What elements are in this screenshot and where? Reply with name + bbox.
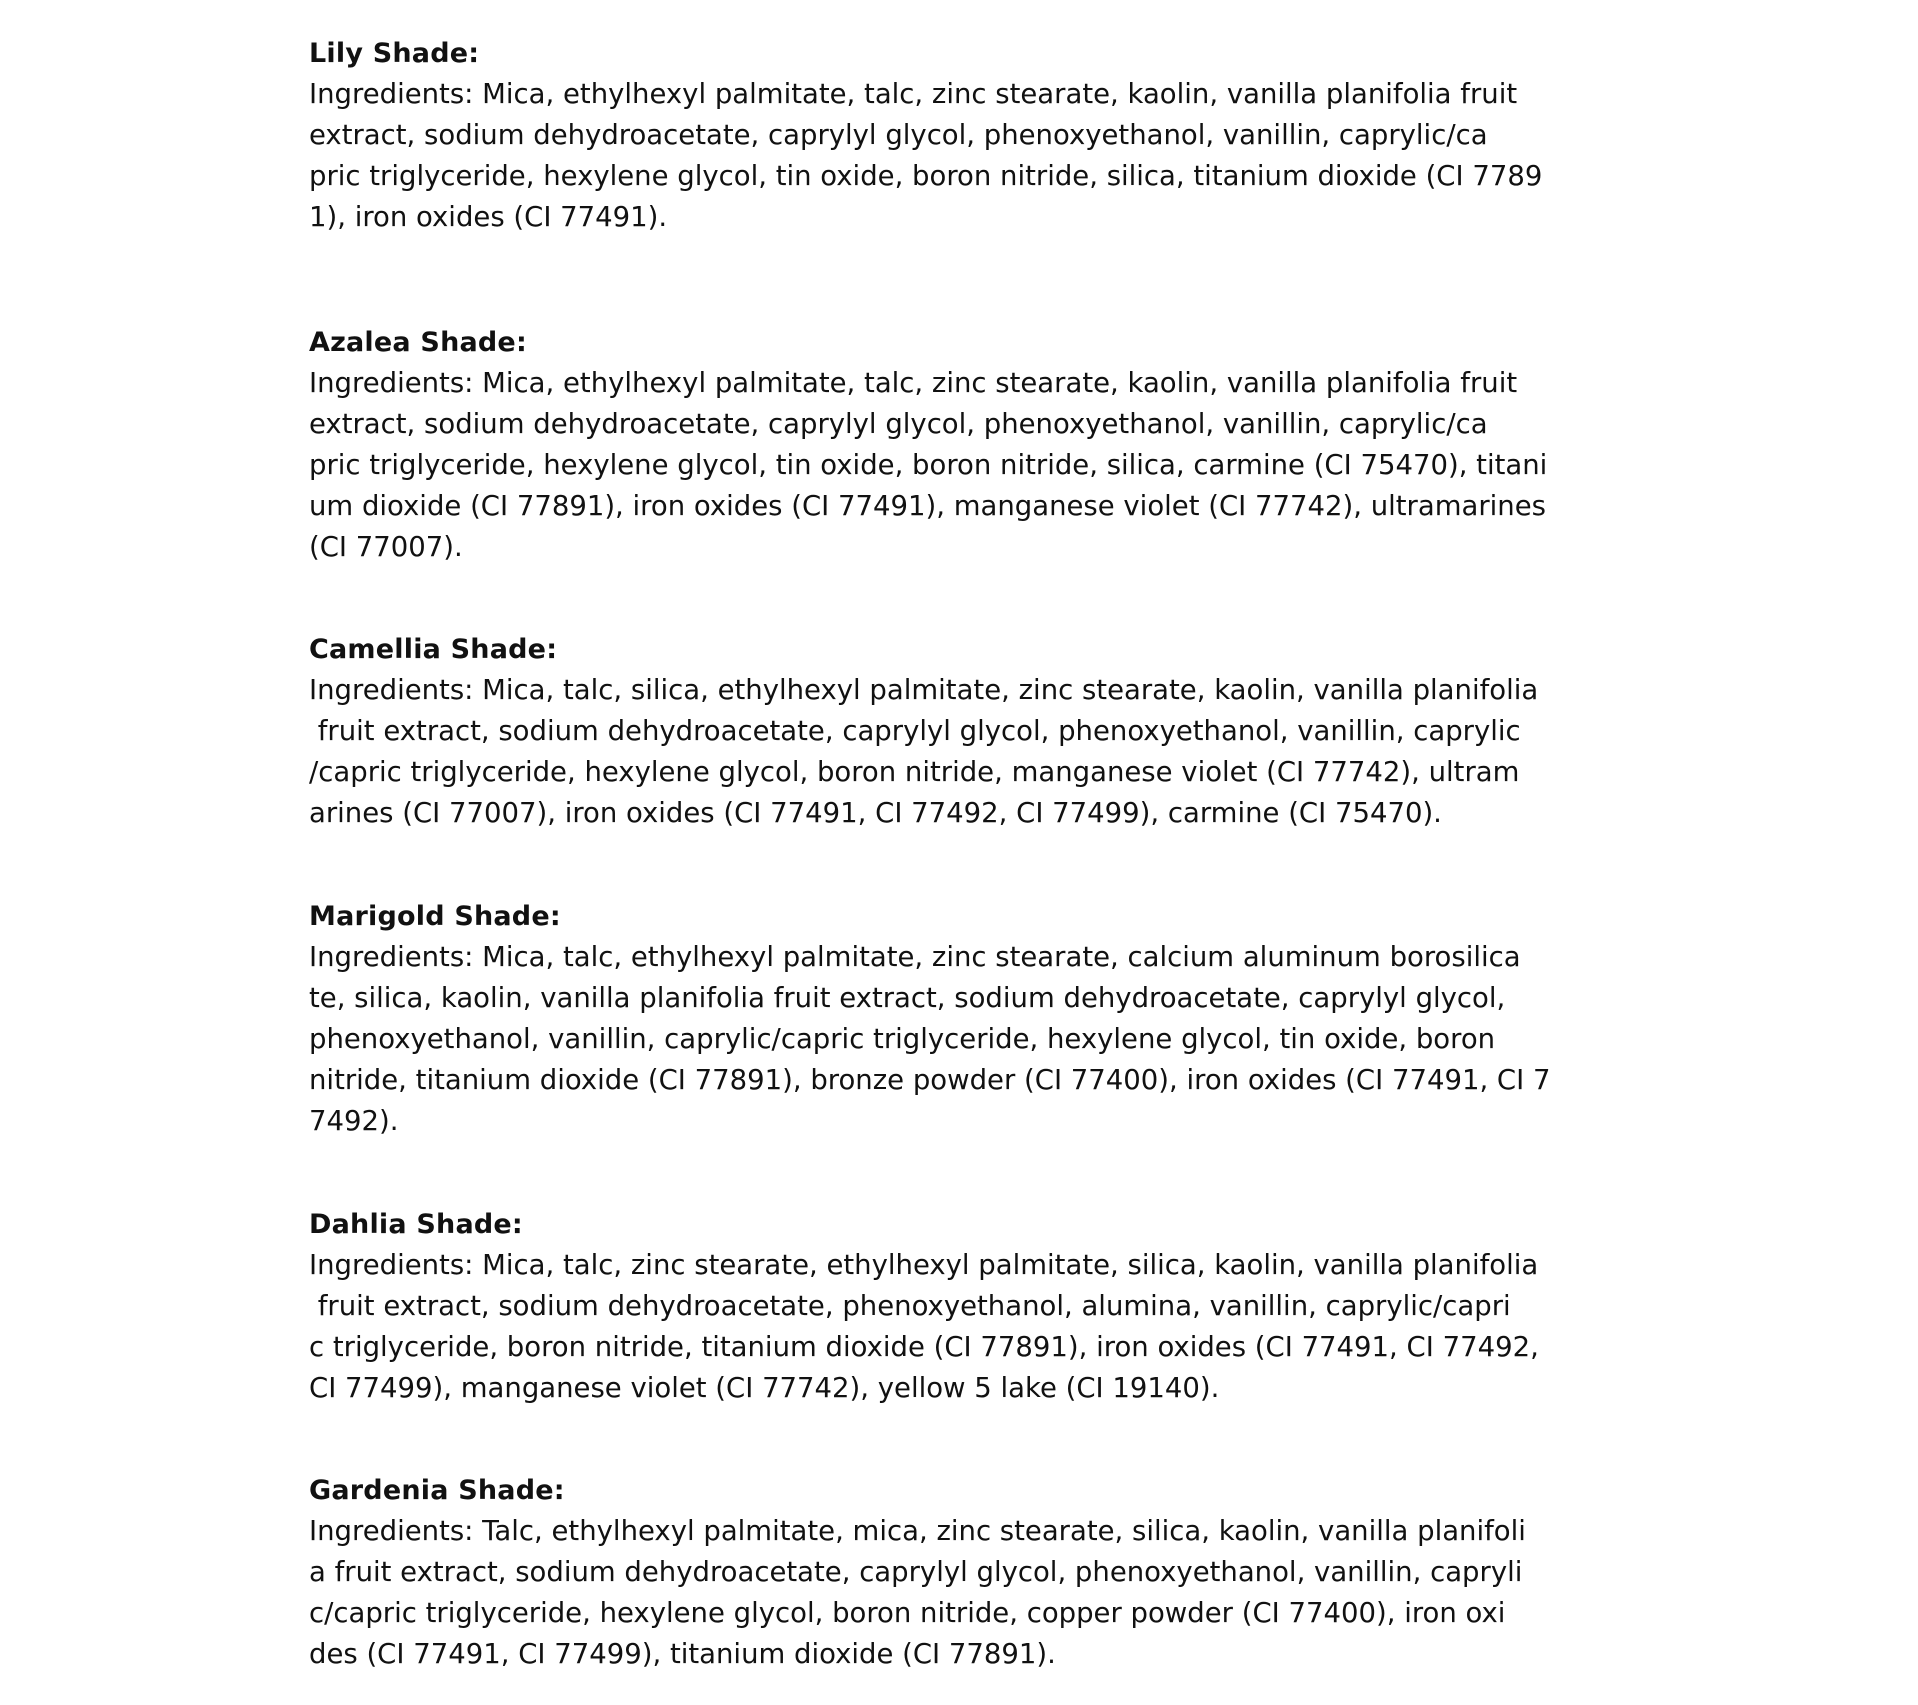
shade-section-lily xyxy=(309,33,1629,238)
ingredients-line: c triglyceride, boron nitride, titanium dioxide (CI 77891), iron oxides (CI 77491, CI 77492, xyxy=(309,1331,1539,1363)
ingredients-text xyxy=(309,670,1629,834)
shade-title: Lily Shade: xyxy=(309,38,480,69)
ingredients-line: Ingredients: Mica, talc, silica, ethylhexyl palmitate, zinc stearate, kaolin, vanilla planifolia xyxy=(309,674,1539,706)
ingredients-line: Ingredients: Mica, ethylhexyl palmitate, talc, zinc stearate, kaolin, vanilla planifolia fruit xyxy=(309,78,1518,110)
shade-title: Dahlia Shade: xyxy=(309,1209,523,1240)
ingredients-line: 1), iron oxides (CI 77491). xyxy=(309,201,668,233)
shade-section-gardenia xyxy=(309,1470,1629,1675)
shade-section-camellia xyxy=(309,629,1629,834)
shade-title: Azalea Shade: xyxy=(309,327,527,358)
ingredients-line: fruit extract, sodium dehydroacetate, phenoxyethanol, alumina, vanillin, caprylic/capri xyxy=(309,1290,1511,1322)
ingredients-text xyxy=(309,1245,1629,1409)
ingredients-line: pric triglyceride, hexylene glycol, tin oxide, boron nitride, silica, carmine (CI 75470), titani xyxy=(309,449,1548,481)
ingredients-line: te, silica, kaolin, vanilla planifolia fruit extract, sodium dehydroacetate, caprylyl glycol, xyxy=(309,982,1506,1014)
shade-section-marigold xyxy=(309,896,1629,1142)
ingredients-line: um dioxide (CI 77891), iron oxides (CI 77491), manganese violet (CI 77742), ultramarines xyxy=(309,490,1546,522)
ingredients-line: pric triglyceride, hexylene glycol, tin oxide, boron nitride, silica, titanium dioxide (CI 7789 xyxy=(309,160,1543,192)
ingredients-line: /capric triglyceride, hexylene glycol, boron nitride, manganese violet (CI 77742), ultram xyxy=(309,756,1520,788)
ingredients-line: extract, sodium dehydroacetate, caprylyl glycol, phenoxyethanol, vanillin, caprylic/ca xyxy=(309,408,1488,440)
ingredients-text xyxy=(309,1511,1629,1675)
ingredients-line: Ingredients: Mica, talc, zinc stearate, ethylhexyl palmitate, silica, kaolin, vanilla planifolia xyxy=(309,1249,1539,1281)
ingredients-line: Ingredients: Talc, ethylhexyl palmitate, mica, zinc stearate, silica, kaolin, vanilla planifoli xyxy=(309,1515,1526,1547)
shade-section-azalea xyxy=(309,322,1629,568)
ingredients-text xyxy=(309,937,1629,1142)
shade-title: Marigold Shade: xyxy=(309,901,561,932)
ingredients-text xyxy=(309,363,1629,568)
ingredients-line: arines (CI 77007), iron oxides (CI 77491, CI 77492, CI 77499), carmine (CI 75470). xyxy=(309,797,1442,829)
ingredients-line: (CI 77007). xyxy=(309,531,463,563)
ingredients-line: c/capric triglyceride, hexylene glycol, boron nitride, copper powder (CI 77400), iron oxi xyxy=(309,1597,1506,1629)
ingredients-line: Ingredients: Mica, talc, ethylhexyl palmitate, zinc stearate, calcium aluminum borosilica xyxy=(309,941,1521,973)
ingredients-line: Ingredients: Mica, ethylhexyl palmitate, talc, zinc stearate, kaolin, vanilla planifolia fruit xyxy=(309,367,1518,399)
ingredients-line: des (CI 77491, CI 77499), titanium dioxide (CI 77891). xyxy=(309,1638,1056,1670)
ingredients-line: CI 77499), manganese violet (CI 77742), yellow 5 lake (CI 19140). xyxy=(309,1372,1220,1404)
ingredients-line: phenoxyethanol, vanillin, caprylic/capric triglyceride, hexylene glycol, tin oxide, boron xyxy=(309,1023,1496,1055)
shade-section-dahlia xyxy=(309,1204,1629,1409)
shade-title: Gardenia Shade: xyxy=(309,1475,565,1506)
ingredients-line: extract, sodium dehydroacetate, caprylyl glycol, phenoxyethanol, vanillin, caprylic/ca xyxy=(309,119,1488,151)
ingredients-line: a fruit extract, sodium dehydroacetate, caprylyl glycol, phenoxyethanol, vanillin, capryli xyxy=(309,1556,1523,1588)
ingredients-text xyxy=(309,74,1629,238)
shade-title: Camellia Shade: xyxy=(309,634,558,665)
ingredients-line: nitride, titanium dioxide (CI 77891), bronze powder (CI 77400), iron oxides (CI 77491, CI 7 xyxy=(309,1064,1551,1096)
ingredients-line: 7492). xyxy=(309,1105,399,1137)
ingredients-line: fruit extract, sodium dehydroacetate, caprylyl glycol, phenoxyethanol, vanillin, caprylic xyxy=(309,715,1521,747)
